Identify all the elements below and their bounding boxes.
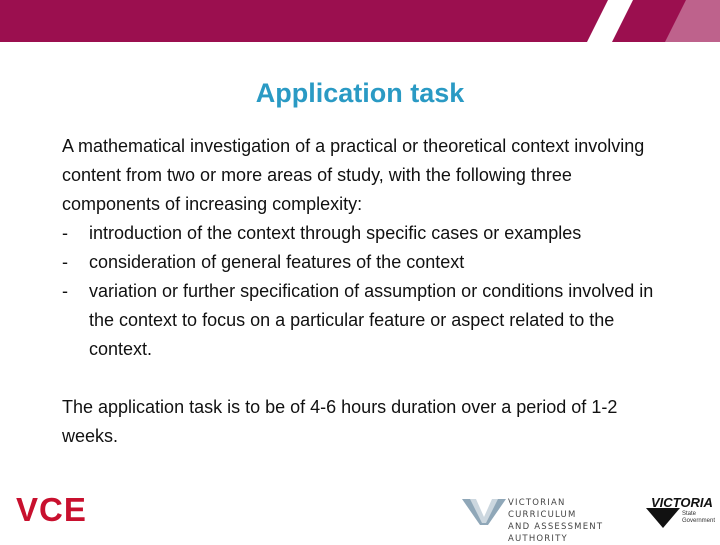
vcaa-line-1: VICTORIAN CURRICULUM xyxy=(508,498,577,520)
slide-body xyxy=(62,132,662,451)
bullet-dash: - xyxy=(62,223,68,243)
vcaa-line-2: AND ASSESSMENT AUTHORITY xyxy=(508,522,604,544)
list-item-text: consideration of general features of the context xyxy=(89,252,465,272)
header-band xyxy=(0,0,720,42)
slide-title: Application task xyxy=(255,78,465,108)
bullet-dash: - xyxy=(62,252,68,272)
victoria-word: VICTORIA xyxy=(651,495,713,510)
list-item-text: variation or further specification of assumption or conditions involved in the context to focus on a particular feature or aspect related to the context. xyxy=(89,281,654,359)
vce-logo: VCE xyxy=(16,491,87,528)
list-item xyxy=(62,277,662,364)
component-list xyxy=(62,219,662,364)
victoria-subtitle xyxy=(682,511,715,525)
victoria-triangle-icon xyxy=(646,508,680,528)
vcaa-check-icon xyxy=(462,495,506,527)
bullet-dash: - xyxy=(62,281,68,301)
intro-paragraph: A mathematical investigation of a practical or theoretical context involving content from two or more areas of study, with the following three components of increasing complexity: xyxy=(62,136,645,214)
closing-paragraph: The application task is to be of 4-6 hours duration over a period of 1-2 weeks. xyxy=(62,397,618,446)
victoria-sub-line-1: State xyxy=(682,511,697,517)
victoria-sub-line-2: Government xyxy=(682,518,716,524)
list-item xyxy=(62,219,662,248)
vcaa-text xyxy=(508,497,632,545)
vcaa-logo xyxy=(462,494,632,544)
list-item-text: introduction of the context through specific cases or examples xyxy=(89,223,582,243)
victoria-logo xyxy=(646,494,716,528)
list-item xyxy=(62,248,662,277)
